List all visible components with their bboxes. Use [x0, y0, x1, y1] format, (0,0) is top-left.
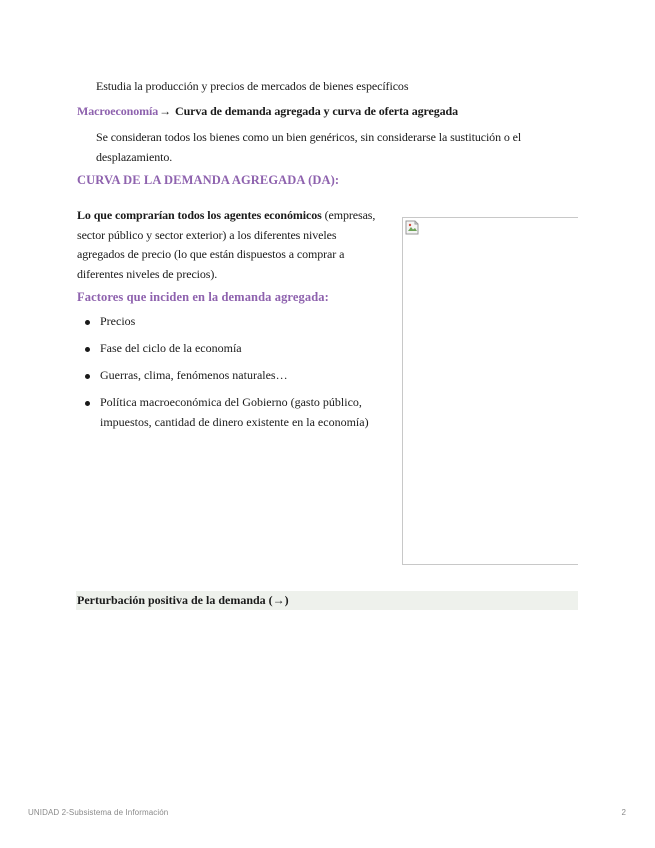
bullet-icon: [85, 347, 90, 352]
definition-rest: (empresas, sector público y sector exterior) a los diferentes niveles agregados de precio (lo que están dispuestos a comprar a diferentes niveles de precios).: [77, 208, 376, 281]
section-heading-demand: CURVA DE LA DEMANDA AGREGADA (DA):: [77, 173, 340, 187]
image-placeholder: [402, 217, 578, 565]
bullet-icon: [85, 320, 90, 325]
list-item: [82, 312, 382, 332]
definition-bold: Lo que comprarían todos los agentes económicos: [77, 208, 322, 222]
bullet-icon: [85, 401, 90, 406]
list-item: [82, 393, 382, 432]
macro-term: Macroeconomía: [77, 104, 159, 118]
list-item-text: Política macroeconómica del Gobierno (gasto público, impuestos, cantidad de dinero existente en la economía): [100, 395, 369, 429]
footer-unit-label: UNIDAD 2-Subsistema de Información: [28, 808, 169, 817]
list-item: [82, 339, 382, 359]
factors-list: [82, 312, 382, 440]
list-item-text: Precios: [100, 314, 136, 328]
list-item-text: Guerras, clima, fenómenos naturales…: [100, 368, 288, 382]
macro-paragraph: Se consideran todos los bienes como un bien genéricos, sin considerarse la sustitución o el desplazamiento.: [96, 130, 522, 164]
page-number: 2: [621, 808, 626, 817]
macro-title: Curva de demanda agregada y curva de oferta agregada: [175, 104, 459, 118]
perturbation-heading: Perturbación positiva de la demanda (→): [77, 593, 289, 607]
broken-image-icon: [405, 220, 419, 235]
list-item-text: Fase del ciclo de la economía: [100, 341, 242, 355]
bullet-icon: [85, 374, 90, 379]
factors-heading: Factores que inciden en la demanda agregada:: [77, 290, 329, 304]
list-item: [82, 366, 382, 386]
perturbation-heading-bar: [76, 591, 578, 610]
macro-heading-line: [77, 102, 597, 122]
demand-definition: [77, 206, 377, 284]
micro-description: Estudia la producción y precios de mercados de bienes específicos: [96, 79, 409, 93]
arrow-glyph: →: [159, 104, 172, 118]
